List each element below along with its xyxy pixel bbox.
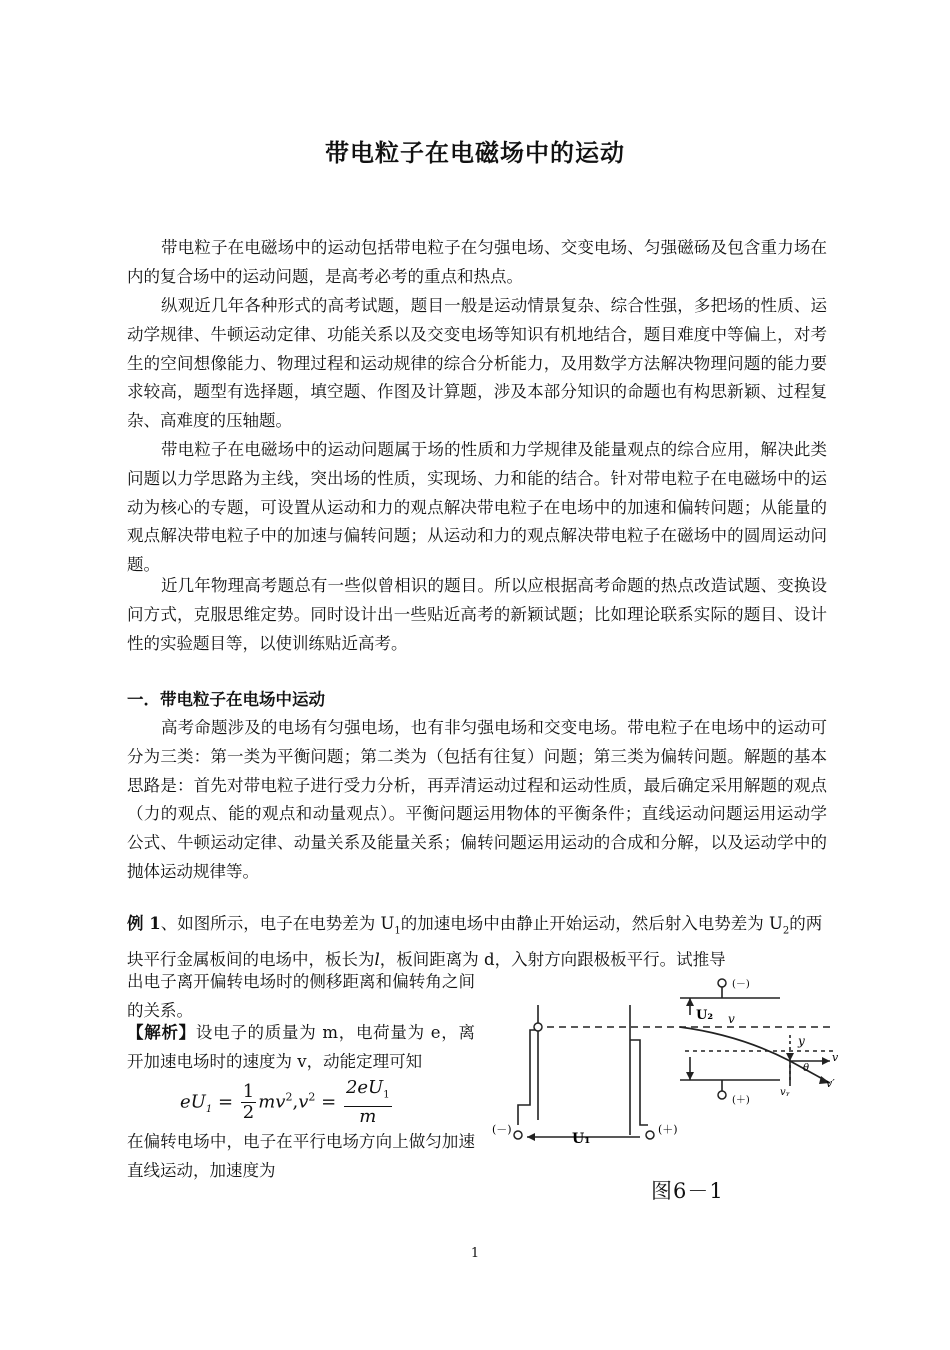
label-left-minus: (－)	[492, 1123, 512, 1136]
example-1-continuation: 出电子离开偏转电场时的侧移距离和偏转角之间的关系。	[127, 972, 475, 1020]
label-u2: U₂	[696, 1008, 714, 1023]
formula-equals: =	[217, 1091, 234, 1113]
example-label: 例 1	[127, 914, 161, 933]
formula-mv: mv	[258, 1091, 286, 1113]
label-theta: θ	[803, 1063, 810, 1074]
fraction-velocity	[344, 1078, 392, 1127]
fraction-numerator: 1	[242, 1080, 255, 1102]
example-1-statement	[127, 910, 827, 975]
label-v-prime: v′	[826, 1077, 835, 1090]
analysis-paragraph	[127, 1019, 475, 1077]
fraction-denominator: 2	[242, 1101, 255, 1123]
page-number: 1	[470, 1246, 480, 1261]
fraction-numerator	[344, 1078, 392, 1107]
fraction-half	[241, 1082, 256, 1123]
section-body: 高考命题涉及的电场有匀强电场，也有非匀强电场和交变电场。带电粒子在电场中的运动可分为三类：第一类为平衡问题；第二类为（包括有往复）问题；第三类为偏转问题。解题的基本思路是：首先对带电粒子进行受力分析，再弄清运动过程和运动性质，最后确定采用解题的观点（力的观点、能的观点和动量观点）。平衡问题运用物体的平衡条件；直线运动问题运用运动学公式、牛顿运动定律、动量关系及能量关系；偏转问题运用运动的合成和分解，以及运动学中的抛体运动规律等。	[127, 718, 827, 881]
label-u1: U₁	[572, 1131, 591, 1147]
formula-sub: 1	[383, 1089, 390, 1101]
numerator-text: 2eU	[345, 1077, 384, 1098]
after-formula-text: 在偏转电场中，电子在平行电场方向上做匀加速直线运动，加速度为	[127, 1132, 475, 1180]
label-v-in: v	[728, 1012, 735, 1026]
label-right-plus: (＋)	[658, 1123, 678, 1136]
deflection-diagram	[490, 975, 850, 1165]
example-text: 的加速电场中由静止开始运动，然后射入电势差为 U	[400, 914, 783, 933]
formula-sub: 1	[205, 1103, 213, 1115]
analysis-label: 【解析】	[127, 1023, 196, 1042]
formula-equals: =	[321, 1091, 337, 1113]
intro-paragraph-3: 带电粒子在电磁场中的运动问题属于场的性质和力学规律及能量观点的综合应用，解决此类问题以力学思路为主线，突出场的性质，实现场、力和能的结合。针对带电粒子在电磁场中的运动为核心的专题，可设置从运动和力的观点解决带电粒子在电场中的加速和偏转问题；从能量的观点解决带电粒子中的加速与偏转问题；从运动和力的观点解决带电粒子在磁场中的圆周运动问题。	[127, 440, 827, 575]
label-v-out: v	[832, 1051, 839, 1064]
subscript: 1	[394, 925, 401, 937]
formula-v: v	[298, 1091, 309, 1113]
fraction-denominator: m	[359, 1105, 377, 1127]
page-title: 带电粒子在电磁场中的运动	[325, 139, 625, 167]
label-y: y	[798, 1034, 805, 1048]
intro-paragraph-2: 纵观近几年各种形式的高考试题，题目一般是运动情景复杂、综合性强，多把场的性质、运动学规律、牛顿运动定律、功能关系以及交变电场等知识有机地结合，题目难度中等偏上，对考生的空间想像能力、物理过程和运动规律的综合分析能力，及用数学方法解决物理问题的能力要求较高，题型有选择题，填空题、作图及计算题，涉及本部分知识的命题也有构思新颖、过程复杂、高难度的压轴题。	[127, 296, 827, 431]
figure-caption: 图6－1	[651, 1179, 724, 1203]
formula-lhs: eU	[180, 1091, 206, 1113]
length-symbol: l	[374, 950, 380, 970]
formula-sup: 2	[308, 1090, 316, 1104]
label-top-minus: (－)	[732, 979, 750, 990]
energy-formula	[180, 1078, 394, 1127]
example-text: 的两块平行金属板间的电场中，板长为	[127, 914, 823, 970]
subscript: 2	[782, 925, 790, 937]
label-vy: vᵧ	[780, 1087, 790, 1098]
example-text: ，板间距离为 d，入射方向跟极板平行。试推导	[379, 950, 726, 970]
analysis-text: 设电子的质量为 m，电荷量为 e，离开加速电场时的速度为 v，动能定理可知	[127, 1023, 475, 1071]
label-bottom-plus: (＋)	[732, 1095, 750, 1106]
section-heading: 一．带电粒子在电场中运动	[127, 690, 325, 709]
formula-sup: 2	[285, 1090, 293, 1104]
intro-paragraph-4: 近几年物理高考题总有一些似曾相识的题目。所以应根据高考命题的热点改造试题、变换设问方式，克服思维定势。同时设计出一些贴近高考的新颖试题；比如理论联系实际的题目、设计性的实验题目等，以使训练贴近高考。	[127, 576, 827, 653]
formula-comma: ,	[292, 1091, 299, 1113]
intro-paragraph-1: 带电粒子在电磁场中的运动包括带电粒子在匀强电场、交变电场、匀强磁砀及包含重力场在内的复合场中的运动问题，是高考必考的重点和热点。	[127, 238, 827, 286]
example-text: 、如图所示，电子在电势差为 U	[160, 914, 395, 933]
